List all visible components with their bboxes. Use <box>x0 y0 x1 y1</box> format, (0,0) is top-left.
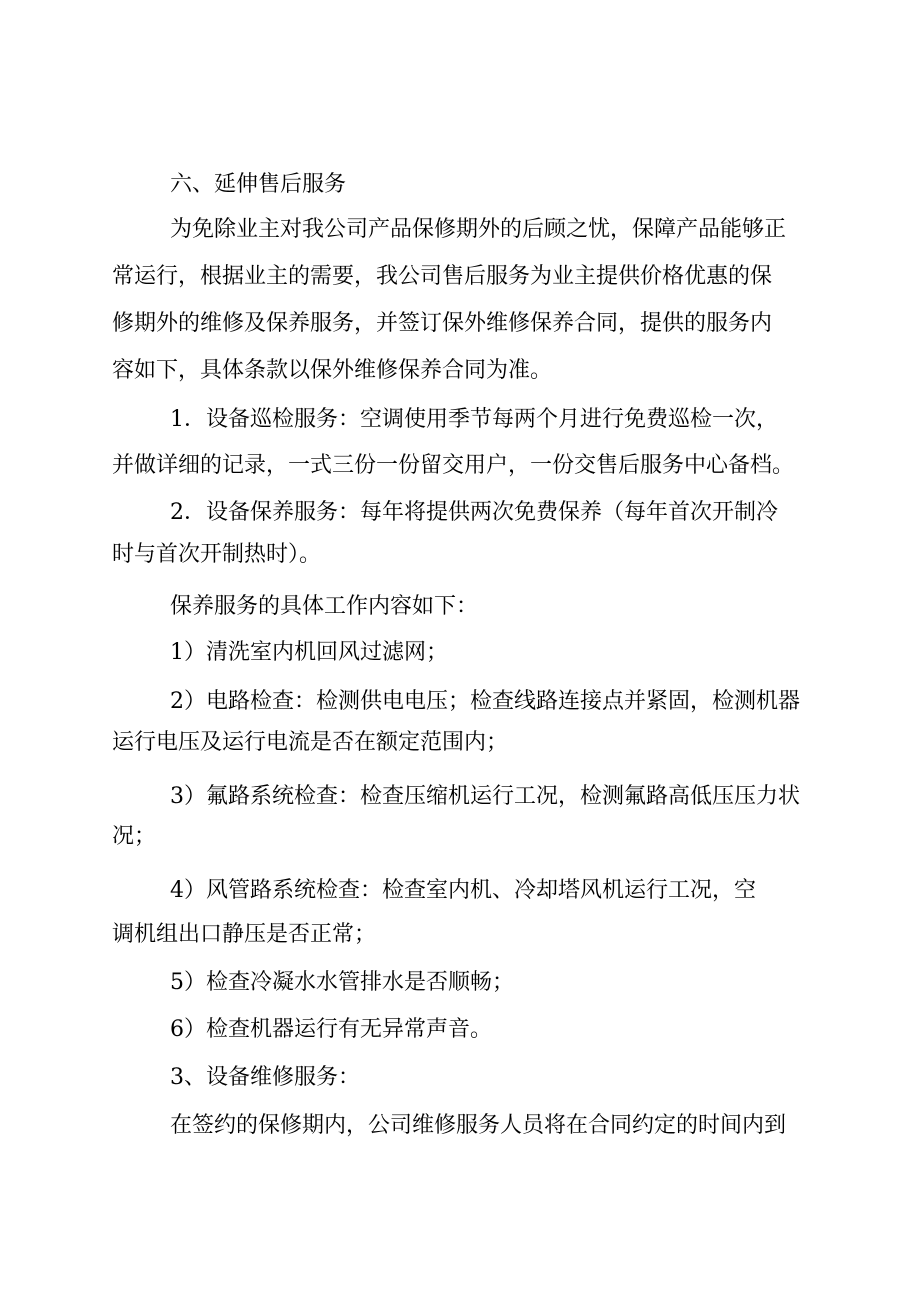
item3-text-line-1: 在签约的保修期内，公司维修服务人员将在合同约定的时间内到 <box>170 1113 787 1138</box>
item2-line-1: 2．设备保养服务：每年将提供两次免费保养（每年首次开制冷 <box>170 500 778 525</box>
maintenance-intro: 保养服务的具体工作内容如下： <box>170 594 479 619</box>
intro-line-4: 容如下，具体条款以保外维修保养合同为准。 <box>112 358 553 383</box>
sub-item-3-line-2: 况； <box>112 824 157 849</box>
sub-item-1: 1）清洗室内机回风过滤网； <box>170 640 448 665</box>
sub-item-2-line-1: 2）电路检查：检测供电电压；检查线路连接点并紧固，检测机器 <box>170 689 800 714</box>
section-heading: 六、延伸售后服务 <box>170 172 347 197</box>
item2-line-2: 时与首次开制热时）。 <box>112 542 322 567</box>
item1-line-1: 1．设备巡检服务：空调使用季节每两个月进行免费巡检一次， <box>170 407 778 432</box>
intro-line-3: 修期外的维修及保养服务，并签订保外维修保养合同，提供的服务内 <box>112 311 773 336</box>
sub-item-3-line-1: 3）氟路系统检查：检查压缩机运行工况，检测氟路高低压压力状 <box>170 784 800 809</box>
sub-item-5: 5）检查冷凝水水管排水是否顺畅； <box>170 970 514 995</box>
sub-item-6: 6）检查机器运行有无异常声音。 <box>170 1017 492 1042</box>
item3-heading: 3、设备维修服务： <box>170 1065 360 1090</box>
sub-item-4-line-1: 4）风管路系统检查：检查室内机、冷却塔风机运行工况，空 <box>170 878 756 903</box>
sub-item-4-line-2: 调机组出口静压是否正常； <box>112 922 377 947</box>
item1-line-2: 并做详细的记录，一式三份一份留交用户，一份交售后服务中心备档。 <box>112 453 795 478</box>
intro-line-2: 常运行，根据业主的需要，我公司售后服务为业主提供价格优惠的保 <box>112 264 773 289</box>
sub-item-2-line-2: 运行电压及运行电流是否在额定范围内； <box>112 730 509 755</box>
intro-line-1: 为免除业主对我公司产品保修期外的后顾之忧，保障产品能够正 <box>170 217 787 242</box>
